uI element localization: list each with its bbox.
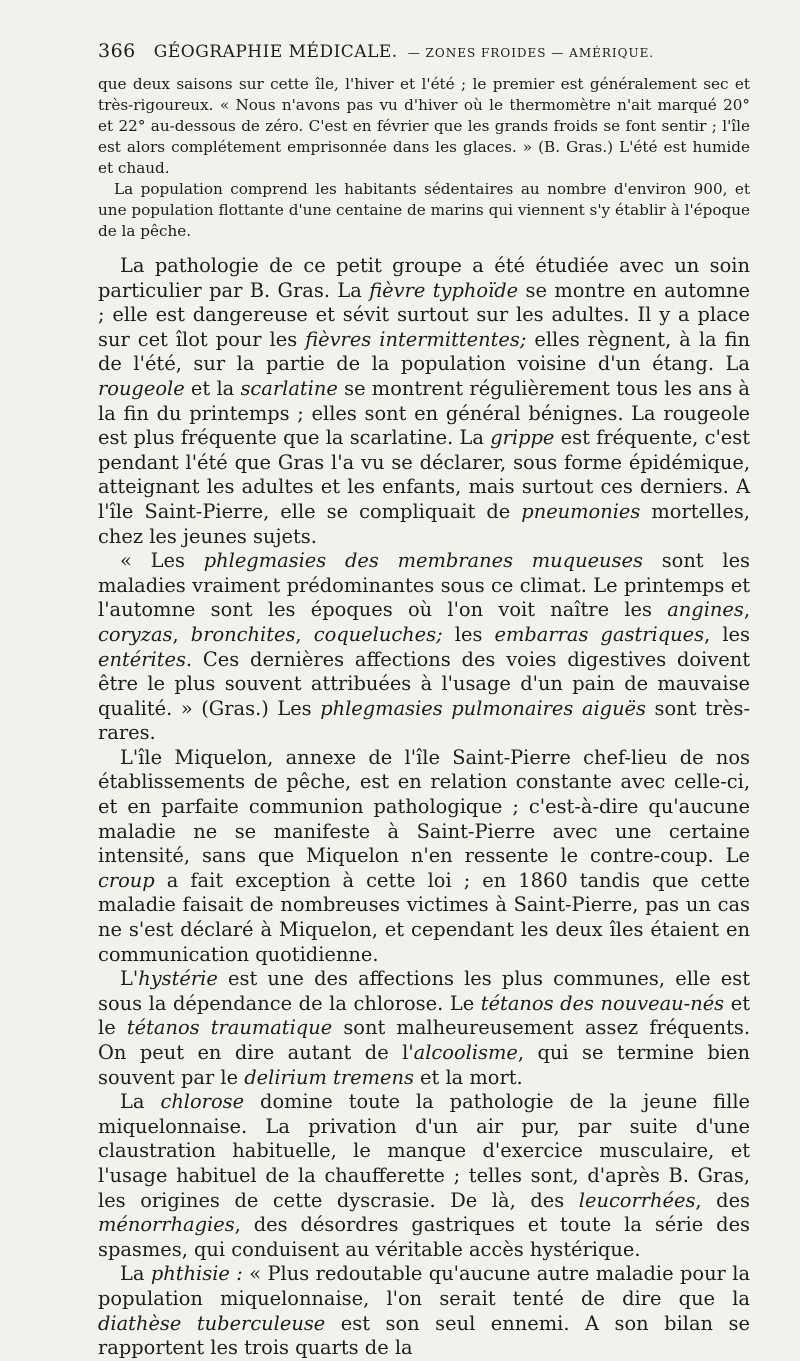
body-paragraph <box>98 549 750 746</box>
text-run: « Les <box>120 549 204 573</box>
small-paragraph: que deux saisons sur cette île, l'hiver et l'été ; le premier est généralement sec et très-rigoureux. « Nous n'avons pas vu d'hiver où le thermomètre n'ait marqué 20° et 22° au-dessous de zéro. C'est en février que les grands froids se font sentir ; l'île est alors complétement emprisonnée dans les glaces. » (B. Gras.) L'été est humide et chaud. <box>98 75 750 177</box>
text-run: . Ces dernières affections des voies digestives doivent être le plus souvent attribuées à l'usage d'un pain de mauvaise qualité. » (Gras.) Les <box>98 647 750 720</box>
italic-term: coryzas <box>98 622 173 646</box>
text-run: est fréquente, c'est pendant l'été que Gras l'a vu se déclarer, sous forme épidémique, atteignant les adultes et les enfants, mais surtout ces derniers. A l'île Saint-Pierre, elle se compliquait de <box>98 426 750 523</box>
text-run: , les <box>704 622 750 646</box>
italic-term: tétanos traumatique <box>126 1016 333 1040</box>
italic-term: croup <box>98 868 155 892</box>
text-run: « Plus redoutable qu'aucune autre maladie pour la population miquelonnaise, l'on serait tenté de dire que la <box>98 1262 750 1310</box>
text-run: se montrent régulièrement tous les ans à la fin du printemps ; elles sont en général bénignes. La rougeole est plus fréquente que la scarlatine. La <box>98 376 750 450</box>
text-run: , qui se termine bien souvent par le <box>98 1041 751 1089</box>
body-paragraph <box>98 1262 750 1360</box>
text-run: , <box>172 622 191 646</box>
text-run: elles règnent, à la fin de l'été, sur la partie de la population voisine d'un étang. La <box>98 327 750 376</box>
italic-term: alcoolisme <box>413 1041 518 1064</box>
running-subtitle: — ZONES FROIDES — AMÉRIQUE. <box>407 46 655 60</box>
running-title: GÉOGRAPHIE MÉDICALE. <box>153 42 398 62</box>
page-number: 366 <box>98 40 136 62</box>
text-run: , des désordres gastriques et toute la série des spasmes, qui conduisent au véritable accès hystérique. <box>98 1213 750 1261</box>
text-run: et le <box>98 991 750 1040</box>
text-run: est une des affections les plus communes, elle est sous la dépendance de la chlorose. Le <box>98 967 750 1015</box>
italic-term: fièvres intermittentes; <box>305 327 527 351</box>
text-run: sont les maladies vraiment prédominantes sous ce climat. Le printemps et l'automne sont les époques où l'on voit naître les <box>98 549 750 622</box>
text-run: sont très-rares. <box>98 696 751 745</box>
italic-term: fièvre typhoïde <box>369 278 519 302</box>
text-run: L'île Miquelon, annexe de l'île Saint-Pierre chef-lieu de nos établissements de pêche, est en relation constante avec celle-ci, et en parfaite communion pathologique ; c'est-à-dire qu'aucune maladie ne se manifeste à Saint-Pierre avec une certaine intensité, sans que Miquelon n'en ressente le contre-coup. Le <box>98 745 750 868</box>
text-run: se montre en automne ; elle est dangereuse et sévit surtout sur les adultes. Il y a place sur cet îlot pour les <box>98 278 751 351</box>
page <box>98 40 750 1361</box>
italic-term: entérites <box>98 647 186 671</box>
text-run: La pathologie de ce petit groupe a été étudiée avec un soin particulier par B. Gras. La <box>98 254 750 302</box>
text-run: domine toute la pathologie de la jeune fille miquelonnaise. La privation d'un air pur, par suite d'une claustration habituelle, le manque d'exercice musculaire, et l'usage habituel de la chaufferette ; telles sont, d'après B. Gras, les origines de cette dyscrasie. De là, des <box>98 1090 750 1212</box>
body-paragraph <box>98 967 750 1090</box>
text-run: , <box>743 598 750 622</box>
small-print-section <box>98 74 750 242</box>
italic-term: diathèse tuberculeuse <box>98 1311 326 1335</box>
italic-term: grippe <box>490 426 555 450</box>
body-paragraph <box>98 746 750 967</box>
text-run: les <box>442 622 495 646</box>
text-run: , des <box>695 1188 750 1212</box>
italic-term: pneumonies <box>521 499 641 523</box>
text-run: sont malheureusement assez fréquents. On peut en dire autant de l' <box>98 1016 751 1064</box>
italic-term: phlegmasies pulmonaires aiguës <box>320 696 646 720</box>
italic-term: scarlatine <box>240 376 338 400</box>
italic-term: embarras gastriques <box>494 622 705 646</box>
italic-term: phthisie : <box>150 1262 243 1286</box>
italic-term: angines <box>667 598 744 622</box>
text-run: est son seul ennemi. A son bilan se rapportent les trois quarts de la <box>98 1311 750 1360</box>
body-paragraph <box>98 1090 750 1262</box>
italic-term: coqueluches; <box>313 622 443 646</box>
text-run: La <box>120 1090 161 1114</box>
text-run: L' <box>120 967 139 991</box>
italic-term: delirium tremens <box>244 1065 414 1089</box>
text-run: La <box>120 1262 151 1286</box>
running-header <box>98 40 750 74</box>
small-paragraph: La population comprend les habitants sédentaires au nombre d'environ 900, et une population flottante d'une centaine de marins qui viennent s'y établir à l'époque de la pêche. <box>98 180 750 240</box>
body-paragraph <box>98 254 750 549</box>
text-run: a fait exception à cette loi ; en 1860 tandis que cette maladie faisait de nombreuses victimes à Saint-Pierre, pas un cas ne s'est déclaré à Miquelon, et cependant les deux îles étaient en communication quotidienne. <box>98 868 750 966</box>
italic-term: leucorrhées <box>578 1188 696 1212</box>
italic-term: chlorose <box>160 1090 245 1114</box>
text-run: , <box>295 622 314 646</box>
italic-term: rougeole <box>98 376 185 400</box>
body-text <box>98 254 750 1361</box>
italic-term: phlegmasies des membranes muqueuses <box>203 549 643 573</box>
italic-term: ménorrhagies <box>98 1213 235 1237</box>
text-run: et la <box>184 376 241 400</box>
italic-term: hystérie <box>138 967 218 991</box>
text-run: et la mort. <box>413 1065 523 1089</box>
italic-term: bronchites <box>190 622 296 646</box>
text-run: mortelles, chez les jeunes sujets. <box>98 499 750 548</box>
italic-term: tétanos des nouveau-nés <box>480 991 725 1015</box>
